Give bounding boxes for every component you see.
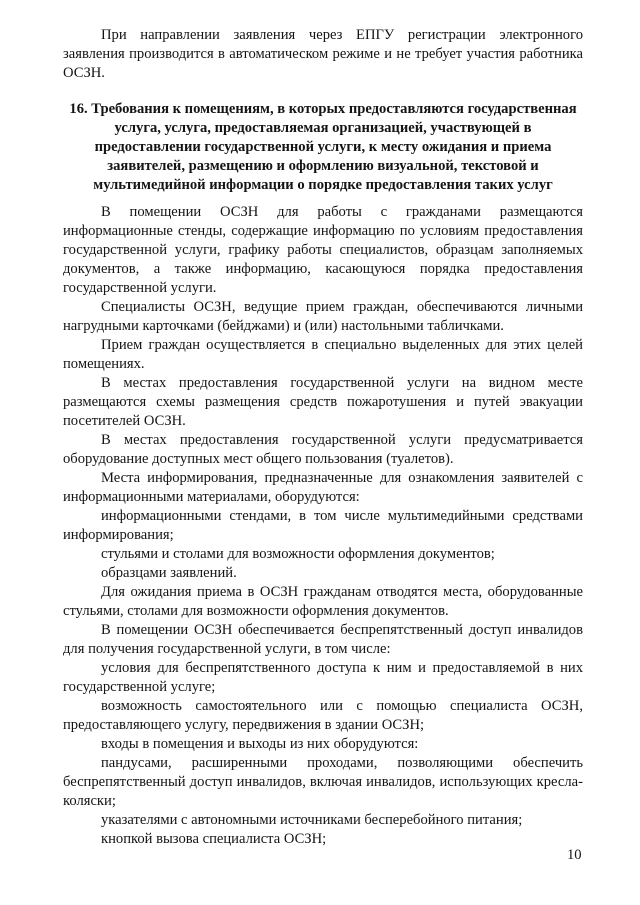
paragraph-reception-rooms: Прием граждан осуществляется в специально выделенных для этих целей помещениях. xyxy=(63,337,583,372)
list-item-signs: указателями с автономными источниками бесперебойного питания; xyxy=(101,812,523,828)
section-heading: 16. Требования к помещениям, в которых предоставляются государственная услуга, услуга, предоставляемая организацией, участвующей в предоставлении государственной услуги, к месту ожидания и приема заявителей, размещению и оформлению визуальной, текстовой и мультимедийной информации о порядке предоставления таких услуг xyxy=(69,101,577,193)
paragraph-waiting: Для ожидания приема в ОСЗН гражданам отводятся места, оборудованные стульями, столами для возможности оформления документов. xyxy=(63,584,583,619)
page-number: 10 xyxy=(567,847,582,863)
list-item-chairs: стульями и столами для возможности оформления документов; xyxy=(101,546,495,562)
paragraph-toilets: В местах предоставления государственной услуги предусматривается оборудование доступных мест общего пользования (туалетов). xyxy=(63,432,583,467)
list-item-entrances: входы в помещения и выходы из них оборудуются: xyxy=(101,736,419,752)
paragraph-info-places: Места информирования, предназначенные для ознакомления заявителей с информационными материалами, оборудуются: xyxy=(63,470,583,505)
intro-paragraph: При направлении заявления через ЕПГУ регистрации электронного заявления производится в автоматическом режиме и не требует участия работника ОСЗН. xyxy=(63,27,583,81)
intro-block xyxy=(63,26,583,83)
list-item-samples: образцами заявлений. xyxy=(101,565,237,581)
list-item-ramps: пандусами, расширенными проходами, позволяющими обеспечить беспрепятственный доступ инвалидов, включая инвалидов, использующих кресла-коляски; xyxy=(63,755,583,809)
list-item-access-conditions: условия для беспрепятственного доступа к ним и предоставляемой в них государственной услуге; xyxy=(63,660,583,695)
paragraph-evacuation: В местах предоставления государственной услуги на видном месте размещаются схемы размещения средств пожаротушения и путей эвакуации посетителей ОСЗН. xyxy=(63,375,583,429)
paragraph-info-stands: В помещении ОСЗН для работы с гражданами размещаются информационные стенды, содержащие информацию по условиям предоставления государственной услуги, графику работы специалистов, образцам заполняемых документов, а также информацию, касающуюся порядка предоставления государственной услуги. xyxy=(63,204,583,296)
body-text xyxy=(63,203,583,849)
paragraph-accessibility: В помещении ОСЗН обеспечивается беспрепятственный доступ инвалидов для получения государственной услуги, в том числе: xyxy=(63,622,583,657)
list-item-call-button: кнопкой вызова специалиста ОСЗН; xyxy=(101,831,327,847)
list-item-movement: возможность самостоятельного или с помощью специалиста ОСЗН, предоставляющего услугу, передвижения в здании ОСЗН; xyxy=(63,698,583,733)
paragraph-badges: Специалисты ОСЗН, ведущие прием граждан, обеспечиваются личными нагрудными карточками (бейджами) и (или) настольными табличками. xyxy=(63,299,583,334)
list-item-stands: информационными стендами, в том числе мультимедийными средствами информирования; xyxy=(63,508,583,543)
